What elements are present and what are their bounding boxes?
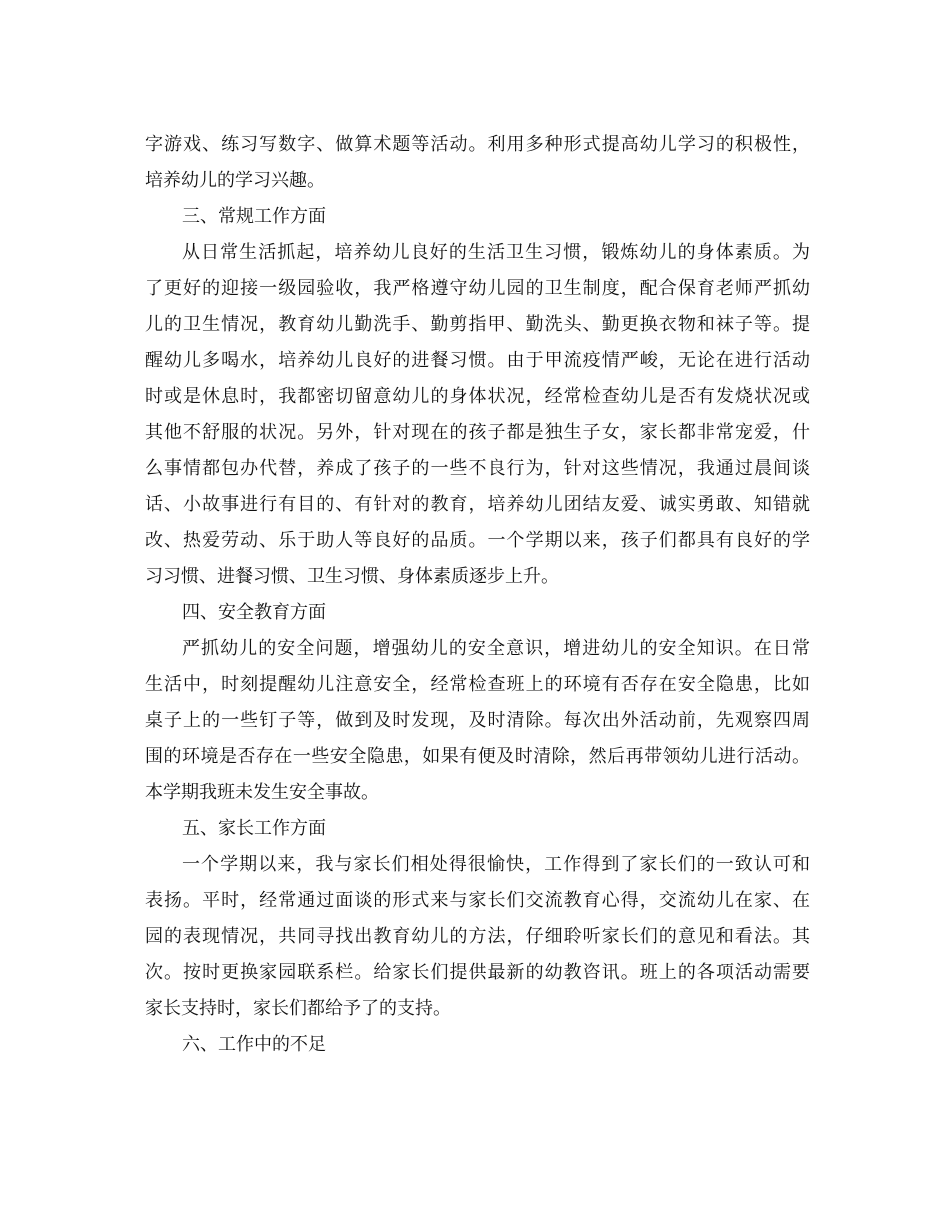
- section-heading: 五、家长工作方面: [182, 818, 326, 839]
- paragraph-line: 其他不舒服的状况。另外，针对现在的孩子都是独生子女，家长都非常宠爱，什: [145, 422, 810, 443]
- paragraph-line: 时或是休息时，我都密切留意幼儿的身体状况，经常检查幼儿是否有发烧状况或: [145, 386, 810, 407]
- paragraph-line: 园的表现情况，共同寻找出教育幼儿的方法，仔细聆听家长们的意见和看法。其: [145, 926, 810, 947]
- paragraph-line: 话、小故事进行有目的、有针对的教育，培养幼儿团结友爱、诚实勇敢、知错就: [145, 494, 810, 515]
- paragraph-line: 严抓幼儿的安全问题，增强幼儿的安全意识，增进幼儿的安全知识。在日常: [182, 638, 810, 659]
- paragraph-line: 一个学期以来，我与家长们相处得很愉快，工作得到了家长们的一致认可和: [182, 854, 810, 875]
- paragraph-line: 习习惯、进餐习惯、卫生习惯、身体素质逐步上升。: [145, 566, 559, 587]
- paragraph-line: 围的环境是否存在一些安全隐患，如果有便及时清除，然后再带领幼儿进行活动。: [145, 746, 810, 767]
- document-body: [145, 127, 810, 1063]
- paragraph-line: 了更好的迎接一级园验收，我严格遵守幼儿园的卫生制度，配合保育老师严抓幼: [145, 278, 810, 299]
- paragraph-line: 表扬。平时，经常通过面谈的形式来与家长们交流教育心得，交流幼儿在家、在: [145, 890, 810, 911]
- paragraph-line: 改、热爱劳动、乐于助人等良好的品质。一个学期以来，孩子们都具有良好的学: [145, 530, 810, 551]
- paragraph-line: 培养幼儿的学习兴趣。: [145, 170, 325, 191]
- paragraph-line: 从日常生活抓起，培养幼儿良好的生活卫生习惯，锻炼幼儿的身体素质。为: [182, 242, 810, 263]
- paragraph-line: 字游戏、练习写数字、做算术题等活动。利用多种形式提高幼儿学习的积极性，: [145, 134, 810, 155]
- paragraph-line: 桌子上的一些钉子等，做到及时发现，及时清除。每次出外活动前，先观察四周: [145, 710, 810, 731]
- paragraph-line: 儿的卫生情况，教育幼儿勤洗手、勤剪指甲、勤洗头、勤更换衣物和袜子等。提: [145, 314, 810, 335]
- paragraph-line: 么事情都包办代替，养成了孩子的一些不良行为，针对这些情况，我通过晨间谈: [145, 458, 810, 479]
- paragraph-line: 家长支持时，家长们都给予了的支持。: [145, 998, 451, 1019]
- section-heading: 六、工作中的不足: [182, 1034, 326, 1055]
- section-heading: 四、安全教育方面: [182, 602, 326, 623]
- paragraph-line: 次。按时更换家园联系栏。给家长们提供最新的幼教咨讯。班上的各项活动需要: [145, 962, 810, 983]
- paragraph-line: 醒幼儿多喝水，培养幼儿良好的进餐习惯。由于甲流疫情严峻，无论在进行活动: [145, 350, 810, 371]
- paragraph-line: 生活中，时刻提醒幼儿注意安全，经常检查班上的环境有否存在安全隐患，比如: [145, 674, 810, 695]
- paragraph-line: 本学期我班未发生安全事故。: [145, 782, 379, 803]
- section-heading: 三、常规工作方面: [182, 206, 326, 227]
